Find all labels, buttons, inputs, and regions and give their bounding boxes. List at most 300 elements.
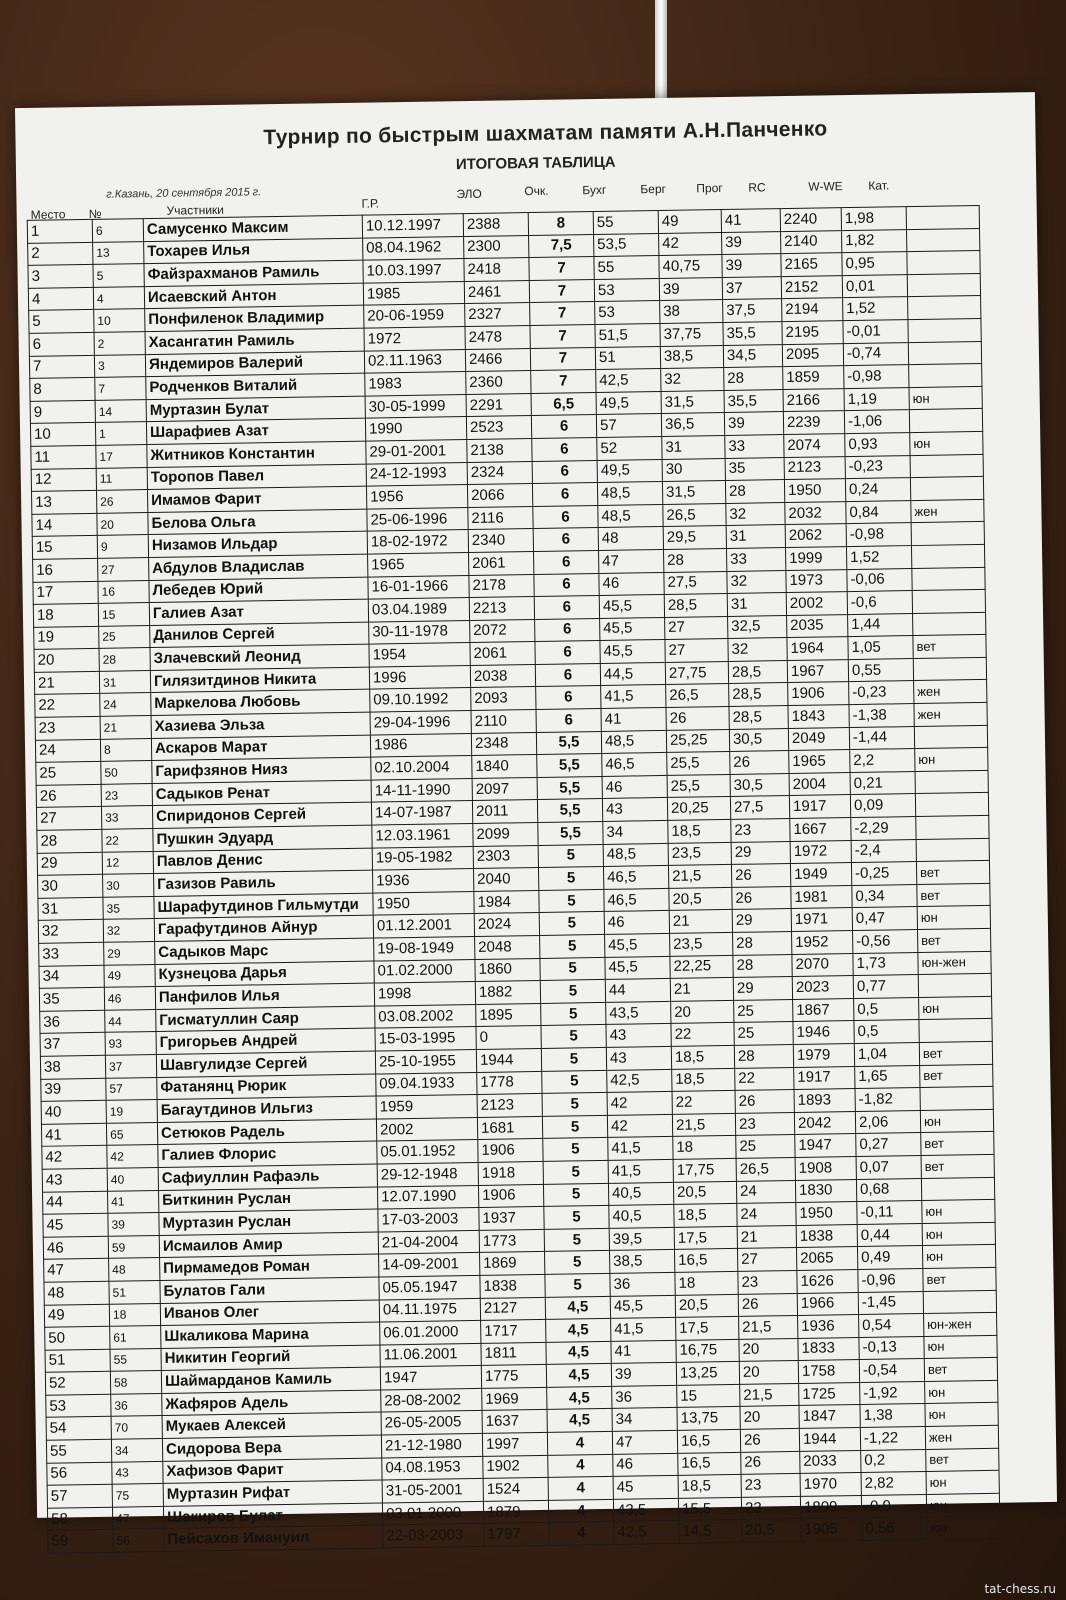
cell-rc: 1979 — [793, 1043, 854, 1067]
cell-category: юн — [925, 1403, 998, 1427]
cell-place: 2 — [28, 242, 93, 266]
cell-wwe: -0,11 — [857, 1201, 922, 1225]
cell-buchholz: 42,5 — [607, 1069, 672, 1093]
cell-name: Григорьев Андрей — [156, 1028, 375, 1054]
cell-points: 4,5 — [547, 1386, 612, 1410]
cell-dob: 21-12-1980 — [381, 1433, 482, 1457]
cell-points: 5 — [538, 844, 603, 868]
cell-berger: 27,75 — [665, 661, 728, 685]
cell-rc: 1966 — [797, 1292, 858, 1316]
cell-progress: 31 — [727, 593, 786, 617]
cell-points: 6 — [536, 709, 601, 733]
cell-category: юн — [917, 906, 990, 930]
cell-category — [907, 273, 980, 297]
cell-elo: 1918 — [478, 1161, 543, 1185]
cell-dob: 09.10.1992 — [370, 688, 471, 712]
cell-dob: 04.08.1953 — [382, 1456, 483, 1480]
cell-progress: 21,5 — [739, 1316, 798, 1340]
cell-progress: 28 — [725, 480, 784, 504]
cell-rc: 1859 — [783, 366, 844, 390]
cell-category — [912, 590, 985, 614]
cell-buchholz: 43,5 — [613, 1498, 678, 1522]
cell-name: Кузнецова Дарья — [155, 961, 374, 987]
cell-place: 50 — [45, 1326, 110, 1350]
cell-name: Злачевский Леонид — [150, 644, 369, 670]
cell-dob: 20-06-1959 — [364, 304, 465, 328]
cell-name: Гилязитдинов Никита — [150, 667, 369, 693]
cell-category — [908, 318, 981, 342]
cell-rc: 2140 — [781, 230, 842, 254]
cell-wwe: 0,84 — [846, 500, 911, 524]
cell-category: жен — [914, 702, 987, 726]
cell-points: 5 — [540, 980, 605, 1004]
cell-dob: 2002 — [376, 1117, 477, 1141]
cell-dob: 08.04.1962 — [363, 236, 464, 260]
cell-category — [909, 409, 982, 433]
cell-elo: 2418 — [464, 258, 529, 282]
cell-progress: 30,5 — [730, 773, 789, 797]
cell-place: 33 — [39, 942, 104, 966]
cell-progress: 26,5 — [736, 1157, 795, 1181]
cell-rc: 1950 — [796, 1202, 857, 1226]
cell-points: 7,5 — [529, 234, 594, 258]
cell-name: Низамов Ильдар — [148, 531, 367, 557]
cell-category: жен — [914, 680, 987, 704]
cell-category — [909, 364, 982, 388]
cell-elo: 2340 — [468, 529, 533, 553]
cell-progress: 23 — [741, 1496, 800, 1520]
cell-buchholz: 48,5 — [603, 843, 668, 867]
cell-progress: 41 — [721, 209, 780, 233]
cell-category — [910, 454, 983, 478]
cell-rc: 2035 — [787, 614, 848, 638]
cell-progress: 28 — [724, 367, 783, 391]
cell-place: 5 — [29, 310, 94, 334]
cell-berger: 13,25 — [676, 1362, 739, 1386]
cell-rc: 1847 — [799, 1405, 860, 1429]
cell-num: 65 — [106, 1122, 157, 1145]
cell-elo: 2360 — [466, 371, 531, 395]
cell-wwe: 0,5 — [854, 1020, 919, 1044]
cell-progress: 33 — [726, 547, 785, 571]
cell-berger: 21,5 — [672, 1113, 735, 1137]
cell-wwe: -0,96 — [858, 1268, 923, 1292]
cell-elo: 1681 — [477, 1116, 542, 1140]
cell-num: 26 — [97, 490, 148, 513]
cell-progress: 26 — [735, 1090, 794, 1114]
cell-category: юн — [919, 996, 992, 1020]
cell-rc: 1949 — [790, 863, 851, 887]
cell-num: 16 — [98, 580, 149, 603]
cell-place: 3 — [28, 265, 93, 289]
cell-berger: 38,5 — [660, 345, 723, 369]
cell-points: 8 — [528, 212, 593, 236]
cell-progress: 39 — [722, 231, 781, 255]
cell-buchholz: 48,5 — [597, 482, 662, 506]
cell-category — [921, 1177, 994, 1201]
cell-buchholz: 46,5 — [604, 888, 669, 912]
cell-place: 26 — [36, 784, 101, 808]
cell-wwe: -0,06 — [847, 568, 912, 592]
cell-rc: 1809 — [800, 1495, 861, 1519]
cell-wwe: -0,6 — [847, 591, 912, 615]
cell-name: Хазиева Эльза — [151, 712, 370, 738]
cell-berger: 17,75 — [673, 1158, 736, 1182]
cell-buchholz: 45,5 — [600, 617, 665, 641]
cell-elo: 2324 — [467, 461, 532, 485]
cell-progress: 27,5 — [730, 796, 789, 820]
cell-wwe: 0,56 — [862, 1517, 927, 1541]
cell-wwe: -0,98 — [846, 523, 911, 547]
cell-progress: 23 — [738, 1270, 797, 1294]
cell-wwe: 2,82 — [861, 1472, 926, 1496]
cell-name: Лебедев Юрий — [149, 577, 368, 603]
cell-points: 6 — [534, 573, 599, 597]
cell-buchholz: 41,5 — [608, 1137, 673, 1161]
cell-berger: 22 — [671, 1023, 734, 1047]
cell-points: 5 — [539, 912, 604, 936]
cell-dob: 21-04-2004 — [378, 1230, 479, 1254]
cell-berger: 22,25 — [670, 955, 733, 979]
cell-progress: 20,5 — [742, 1519, 801, 1543]
document-title: Турнир по быстрым шахматам памяти А.Н.Панченко — [263, 117, 828, 150]
cell-wwe: -1,82 — [855, 1088, 920, 1112]
cell-name: Родченков Виталий — [146, 373, 365, 399]
cell-wwe: 1,98 — [841, 207, 906, 231]
cell-num: 40 — [107, 1167, 158, 1190]
cell-rc: 2065 — [796, 1247, 857, 1271]
cell-buchholz: 45 — [613, 1476, 678, 1500]
cell-name: Гисматуллин Саяр — [156, 1006, 375, 1032]
cell-berger: 14,5 — [679, 1520, 742, 1544]
cell-elo: 1869 — [480, 1252, 545, 1276]
cell-category — [916, 815, 989, 839]
cell-place: 15 — [32, 536, 97, 560]
cell-elo: 1882 — [475, 981, 540, 1005]
cell-points: 5 — [539, 889, 604, 913]
cell-dob: 01.02.2000 — [374, 959, 475, 983]
cell-place: 57 — [47, 1484, 112, 1508]
cell-elo: 2388 — [463, 213, 528, 237]
cell-buchholz: 51,5 — [595, 323, 660, 347]
cell-place: 35 — [39, 987, 104, 1011]
cell-num: 51 — [109, 1280, 160, 1303]
cell-category: юн-жен — [918, 951, 991, 975]
cell-points: 4,5 — [546, 1364, 611, 1388]
cell-rc: 2042 — [794, 1111, 855, 1135]
cell-buchholz: 55 — [593, 211, 658, 235]
cell-category: юн — [920, 1109, 993, 1133]
cell-elo: 2061 — [469, 551, 534, 575]
cell-progress: 29 — [733, 977, 792, 1001]
cell-name: Хасангатин Рамиль — [145, 328, 364, 354]
cell-buchholz: 47 — [599, 549, 664, 573]
cell-progress: 21 — [737, 1225, 796, 1249]
cell-dob: 1983 — [365, 372, 466, 396]
cell-num: 21 — [100, 716, 151, 739]
cell-name: Житников Константин — [147, 441, 366, 467]
cell-wwe: 1,73 — [853, 952, 918, 976]
cell-place: 10 — [30, 423, 95, 447]
column-header-progress: Прог — [696, 180, 723, 196]
cell-progress: 25 — [734, 1022, 793, 1046]
cell-buchholz: 39 — [611, 1363, 676, 1387]
cell-name: Данилов Сергей — [150, 622, 369, 648]
cell-elo: 2072 — [470, 619, 535, 643]
cell-place: 39 — [41, 1078, 106, 1102]
cell-berger: 20,5 — [675, 1294, 738, 1318]
cell-buchholz: 46,5 — [603, 866, 668, 890]
cell-place: 59 — [48, 1530, 113, 1554]
cell-progress: 26 — [730, 751, 789, 775]
cell-place: 43 — [42, 1168, 107, 1192]
cell-points: 5 — [545, 1273, 610, 1297]
cell-wwe: 0,01 — [842, 274, 907, 298]
cell-num: 30 — [103, 874, 154, 897]
cell-berger: 15,5 — [678, 1497, 741, 1521]
cell-place: 34 — [39, 965, 104, 989]
cell-progress: 37,5 — [723, 299, 782, 323]
cell-progress: 37 — [722, 276, 781, 300]
cell-wwe: 0,07 — [856, 1155, 921, 1179]
cell-num: 15 — [98, 603, 149, 626]
cell-category — [908, 341, 981, 365]
cell-elo: 2138 — [467, 438, 532, 462]
cell-elo: 2099 — [473, 823, 538, 847]
cell-category: юн — [922, 1222, 995, 1246]
cell-rc: 2032 — [785, 501, 846, 525]
cell-rc: 1867 — [793, 998, 854, 1022]
cell-place: 4 — [28, 287, 93, 311]
cell-elo: 2127 — [480, 1297, 545, 1321]
cell-berger: 26 — [666, 707, 729, 731]
cell-points: 6 — [535, 618, 600, 642]
cell-elo: 1944 — [476, 1048, 541, 1072]
cell-elo: 1860 — [475, 958, 540, 982]
cell-points: 6,5 — [531, 392, 596, 416]
cell-berger: 16,75 — [676, 1339, 739, 1363]
cell-progress: 34,5 — [723, 344, 782, 368]
cell-wwe: 1,19 — [844, 387, 909, 411]
cell-name: Пирмамедов Роман — [160, 1254, 379, 1280]
cell-num: 8 — [100, 738, 151, 761]
cell-num: 47 — [112, 1506, 163, 1529]
cell-points: 4,5 — [546, 1341, 611, 1365]
cell-rc: 2195 — [782, 321, 843, 345]
cell-category: вет — [923, 1267, 996, 1291]
cell-name: Тохарев Илья — [144, 238, 363, 264]
cell-elo: 2523 — [466, 416, 531, 440]
cell-buchholz: 42 — [607, 1114, 672, 1138]
cell-category — [920, 1087, 993, 1111]
cell-dob: 14-07-1987 — [371, 801, 472, 825]
cell-wwe: 0,21 — [850, 771, 915, 795]
cell-place: 48 — [44, 1281, 109, 1305]
cell-berger: 21,5 — [668, 865, 731, 889]
cell-berger: 25,5 — [667, 774, 730, 798]
cell-place: 23 — [35, 716, 100, 740]
cell-wwe: -0,56 — [853, 930, 918, 954]
cell-num: 24 — [100, 693, 151, 716]
cell-dob: 14-09-2001 — [379, 1253, 480, 1277]
cell-category — [911, 544, 984, 568]
cell-buchholz: 34 — [603, 820, 668, 844]
cell-num: 34 — [111, 1439, 162, 1462]
cell-place: 46 — [43, 1236, 108, 1260]
cell-buchholz: 41,5 — [601, 685, 666, 709]
cell-wwe: 0,93 — [845, 433, 910, 457]
cell-rc: 2002 — [786, 592, 847, 616]
cell-name: Муртазин Руслан — [159, 1209, 378, 1235]
cell-place: 29 — [37, 852, 102, 876]
cell-rc: 1936 — [798, 1315, 859, 1339]
cell-wwe: 2,2 — [850, 749, 915, 773]
cell-berger: 20,25 — [667, 797, 730, 821]
cell-name: Аскаров Марат — [151, 735, 370, 761]
cell-name: Белова Ольга — [148, 509, 367, 535]
cell-num: 2 — [94, 332, 145, 355]
cell-dob: 06.01.2000 — [380, 1321, 481, 1345]
cell-berger: 18 — [675, 1271, 738, 1295]
cell-dob: 03.01.2000 — [382, 1501, 483, 1525]
cell-dob: 1990 — [365, 417, 466, 441]
cell-num: 58 — [110, 1371, 161, 1394]
cell-name: Яндемиров Валерий — [145, 351, 364, 377]
cell-num: 49 — [104, 964, 155, 987]
cell-elo: 0 — [476, 1026, 541, 1050]
cell-points: 4 — [548, 1499, 613, 1523]
cell-buchholz: 45,5 — [605, 956, 670, 980]
cell-rc: 1626 — [797, 1269, 858, 1293]
cell-berger: 17,5 — [676, 1316, 739, 1340]
cell-wwe: -0,13 — [859, 1336, 924, 1360]
cell-buchholz: 41,5 — [611, 1317, 676, 1341]
cell-berger: 28 — [664, 548, 727, 572]
cell-buchholz: 41 — [601, 708, 666, 732]
cell-dob: 1956 — [366, 485, 467, 509]
cell-place: 18 — [33, 603, 98, 627]
cell-elo: 2040 — [473, 868, 538, 892]
cell-berger: 31,5 — [661, 390, 724, 414]
cell-points: 4,5 — [546, 1318, 611, 1342]
cell-dob: 30-05-1999 — [365, 394, 466, 418]
column-header-num: № — [88, 206, 102, 221]
cell-points: 6 — [533, 505, 598, 529]
cell-rc: 1970 — [800, 1473, 861, 1497]
cell-num: 27 — [98, 557, 149, 580]
cell-rc: 1833 — [798, 1337, 859, 1361]
column-header-points: Очк. — [524, 183, 549, 199]
cell-wwe: -1,06 — [844, 410, 909, 434]
cell-points: 4 — [548, 1477, 613, 1501]
cell-name: Шакиров Булат — [163, 1503, 382, 1529]
cell-place: 13 — [32, 490, 97, 514]
cell-wwe: 0,27 — [856, 1133, 921, 1157]
cell-points: 7 — [529, 279, 594, 303]
cell-num: 36 — [111, 1393, 162, 1416]
cell-name: Сафиуллин Рафаэль — [158, 1164, 377, 1190]
cell-buchholz: 55 — [594, 256, 659, 280]
cell-rc: 2239 — [783, 411, 844, 435]
cell-elo: 2348 — [471, 732, 536, 756]
cell-points: 4,5 — [545, 1296, 610, 1320]
column-header-category: Кат. — [868, 178, 890, 193]
cell-category: юн — [922, 1245, 995, 1269]
cell-dob: 11.06.2001 — [380, 1343, 481, 1367]
cell-category: юн — [915, 748, 988, 772]
cell-dob: 01.12.2001 — [373, 914, 474, 938]
cell-num: 39 — [108, 1213, 159, 1236]
cell-name: Муртазин Рифат — [163, 1480, 382, 1506]
cell-category: юн — [926, 1493, 999, 1517]
cell-wwe: 2,06 — [855, 1110, 920, 1134]
cell-points: 5 — [538, 867, 603, 891]
cell-name: Павлов Денис — [153, 848, 372, 874]
cell-name: Понфиленок Владимир — [145, 306, 364, 332]
cell-dob: 17-03-2003 — [378, 1208, 479, 1232]
cell-buchholz: 39,5 — [609, 1227, 674, 1251]
cell-buchholz: 42,5 — [614, 1521, 679, 1545]
cell-category: жен — [911, 499, 984, 523]
cell-buchholz: 57 — [596, 414, 661, 438]
cell-progress: 39 — [724, 412, 783, 436]
cell-points: 5 — [541, 1002, 606, 1026]
cell-rc: 1906 — [788, 682, 849, 706]
cell-wwe: 1,65 — [855, 1065, 920, 1089]
cell-buchholz: 53 — [595, 301, 660, 325]
cell-category — [906, 205, 979, 229]
cell-berger: 32 — [661, 368, 724, 392]
cell-place: 24 — [35, 739, 100, 763]
cell-dob: 1965 — [368, 552, 469, 576]
cell-name: Никитин Георгий — [161, 1345, 380, 1371]
cell-wwe: 0,77 — [853, 975, 918, 999]
cell-dob: 12.07.1990 — [377, 1185, 478, 1209]
cell-progress: 24 — [737, 1203, 796, 1227]
cell-elo: 2061 — [470, 642, 535, 666]
cell-wwe: -1,92 — [860, 1381, 925, 1405]
cell-name: Хафизов Фарит — [163, 1458, 382, 1484]
cell-rc: 1967 — [787, 659, 848, 683]
cell-buchholz: 36 — [612, 1385, 677, 1409]
cell-buchholz: 45,5 — [599, 595, 664, 619]
cell-wwe: 1,82 — [842, 229, 907, 253]
cell-progress: 33 — [725, 435, 784, 459]
cell-dob: 14-11-1990 — [371, 778, 472, 802]
cell-wwe: 0,68 — [856, 1178, 921, 1202]
cell-points: 7 — [531, 370, 596, 394]
cell-category: вет — [916, 861, 989, 885]
cell-progress: 25 — [734, 999, 793, 1023]
cell-dob: 25-10-1955 — [375, 1049, 476, 1073]
cell-num: 56 — [113, 1529, 164, 1552]
cell-points: 5 — [540, 957, 605, 981]
cell-rc: 2166 — [783, 388, 844, 412]
cell-dob: 19-08-1949 — [374, 936, 475, 960]
cell-rc: 1944 — [799, 1428, 860, 1452]
cell-berger: 18,5 — [668, 819, 731, 843]
cell-points: 6 — [531, 415, 596, 439]
cell-progress: 32 — [726, 502, 785, 526]
cell-progress: 20 — [739, 1361, 798, 1385]
cell-category — [913, 612, 986, 636]
cell-category: вет — [919, 1041, 992, 1065]
cell-points: 5 — [543, 1183, 608, 1207]
cell-points: 5 — [541, 1047, 606, 1071]
cell-place: 30 — [38, 875, 103, 899]
cell-elo: 1906 — [478, 1139, 543, 1163]
cell-rc: 2049 — [788, 727, 849, 751]
